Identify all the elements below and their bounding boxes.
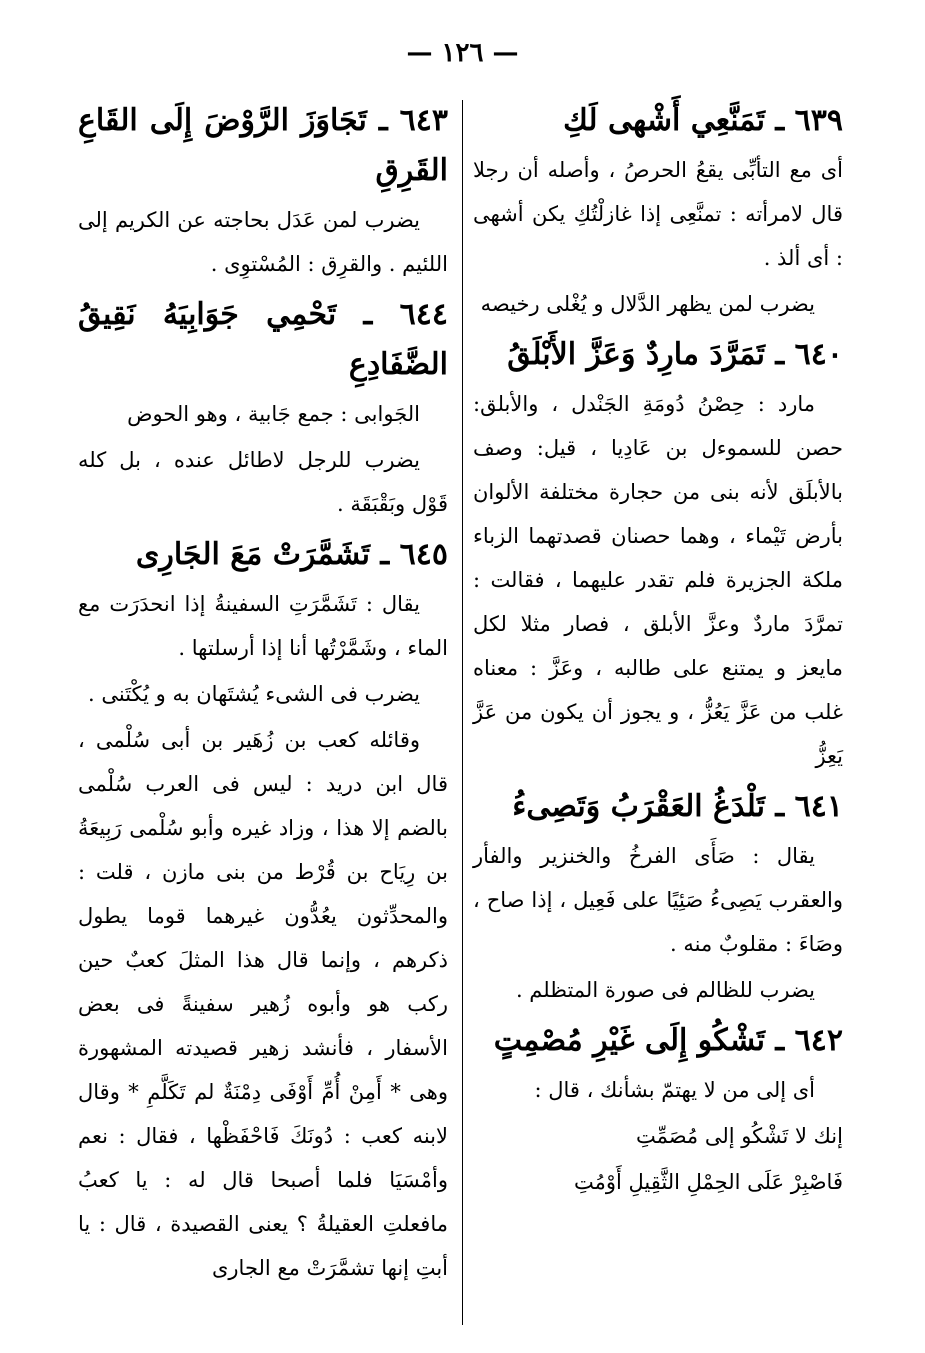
proverb-heading: ٦٤٤ ـ تَحْمِي جَوَابِيَهُ نَقِيقُ الضَّفَادِعِ bbox=[78, 297, 448, 382]
proverb-entry-640 bbox=[473, 330, 843, 778]
proverb-entry-639 bbox=[473, 96, 843, 326]
proverb-heading: ٦٤٠ ـ تَمَرَّدَ مارِدٌ وَعَزَّ الأَبْلَقُ bbox=[507, 337, 843, 372]
proverb-text: أى إلى من لا يهتمّ بشأنك ، قال : bbox=[534, 1078, 815, 1102]
poem-verse: إنك لا تَشْكُو إلى مُصَمِّتِ bbox=[635, 1124, 843, 1148]
poem-verse: فَاصْبِرْ عَلَى الحِمْلِ الثَّقِيلِ أَوْمُتِ bbox=[574, 1170, 843, 1194]
proverb-usage: يضرب فى الشىء يُشتَهان به و يُكْتَنى . bbox=[88, 682, 420, 706]
proverb-heading: ٦٤١ ـ تَلْدَغُ العَقْرَبُ وَتَصِىءُ bbox=[512, 789, 843, 824]
proverb-usage: يضرب للظالم فى صورة المتظلم . bbox=[515, 978, 815, 1002]
proverb-heading: ٦٤٣ ـ تَجَاوَزَ الرَّوْضَ إِلَى القَاعِ القَرِقِ bbox=[78, 103, 448, 188]
proverb-entry-644 bbox=[78, 290, 448, 526]
proverb-entry-643 bbox=[78, 96, 448, 286]
proverb-text: الجَوابى : جمع جَابية ، وهو الحوض bbox=[127, 402, 420, 426]
left-column bbox=[78, 92, 448, 1292]
proverb-text: مارد : حِصْنُ دُومَةِ الجَنْدل ، والأبلق: حصن للسموءل بن عَادِيا ، قيل: وصف بالأبلَق لأنه بنى من حجارة مختلفة الألوان بأرض تَيْماء ، وهما حصنان قصدتهما الزباء ملكة الجزيرة فلم تقدر عليهما ، فقالت : تمرَّدَ ماردٌ وعزَّ الأبلق ، فصار مثلا لكل مايعز و يمتنع على طالبه ، وعَزَّ : معناه غلب من عَزَّ يَعُزُّ ، و يجوز أن يكون من عَزَّ يَعِزُّ bbox=[473, 392, 843, 768]
proverb-entry-641 bbox=[473, 782, 843, 1012]
proverb-commentary: وقائله كعب بن زُهَير بن أبى سُلْمى ، قال ابن دريد : ليس فى العرب سُلْمى بالضم إلا هذا ، وزاد غيره وأبو سُلْمى رَبِيعَةُ بن رِيَاح بن قُرْط من بنى مازن ، قلت : والمحدِّثون يعُدُّون غيرهما قوما يطول ذكرهم ، وإنما قال هذا المثلَ كعبٌ حين ركب هو وأبوه زُهير سفينةً فى بعض الأسفار ، فأنشد زهير قصيدته المشهورة وهى * أَمِنْ أُمِّ أَوْفَى دِمْنَةٌ لم تَكَلَّمِ * وقال لابنه كعب : دُونَكَ فَاحْفَظْها ، فقال : نعم وأمْسَيَا فلما أصبحا قال له : يا كعبُ مافعلتِ العقيلةُ ؟ يعنى القصيدة ، قال : يا أبتِ إنها تشمَّرَتْ مع الجارى bbox=[78, 728, 448, 1280]
proverb-text: يقال : تَشَمَّرَتِ السفينةُ إذا انحدَرَت مع الماء ، وشَمَّرْتُها أنا إذا أرسلتها . bbox=[78, 592, 448, 660]
proverb-usage: يضرب للرجل لاطائل عنده ، بل كله قَوْل وبَقْبَقَة . bbox=[78, 448, 448, 516]
proverb-usage: يضرب لمن يظهر الدَّلال و يُغْلى رخيصه bbox=[480, 292, 815, 316]
proverb-text: يقال : صَأَى الفرخُ والخنزير والفأر والعقرب يَصِىءُ صَئِيًا على فَعِيل ، إذا صاح ، وصَاءَ : مقلوبٌ منه . bbox=[473, 844, 843, 956]
proverb-entry-645 bbox=[78, 530, 448, 1290]
proverb-usage: يضرب لمن عَدَل بحاجته عن الكريم إلى اللئيم . والقرِق : المُسْتوِى . bbox=[78, 208, 448, 276]
proverb-text: أى مع التأبِّى يقعُ الحرصُ ، وأصله أن رجلا قال لامرأته : تمنَّعِى إذا غازلْتُكِ يكن أشهى : أى ألذ . bbox=[473, 158, 843, 270]
column-divider bbox=[462, 100, 463, 1325]
right-column bbox=[473, 92, 843, 1206]
proverb-entry-642 bbox=[473, 1016, 843, 1204]
proverb-heading: ٦٤٥ ـ تَشَمَّرَتْ مَعَ الجَارِى bbox=[135, 537, 448, 572]
page-number: — ١٢٦ — bbox=[406, 38, 519, 68]
proverb-heading: ٦٣٩ ـ تَمَنَّعِي أَشْهى لَكِ bbox=[563, 103, 843, 138]
proverb-heading: ٦٤٢ ـ تَشْكُو إِلَى غَيْرِ مُصْمِتٍ bbox=[493, 1023, 843, 1058]
